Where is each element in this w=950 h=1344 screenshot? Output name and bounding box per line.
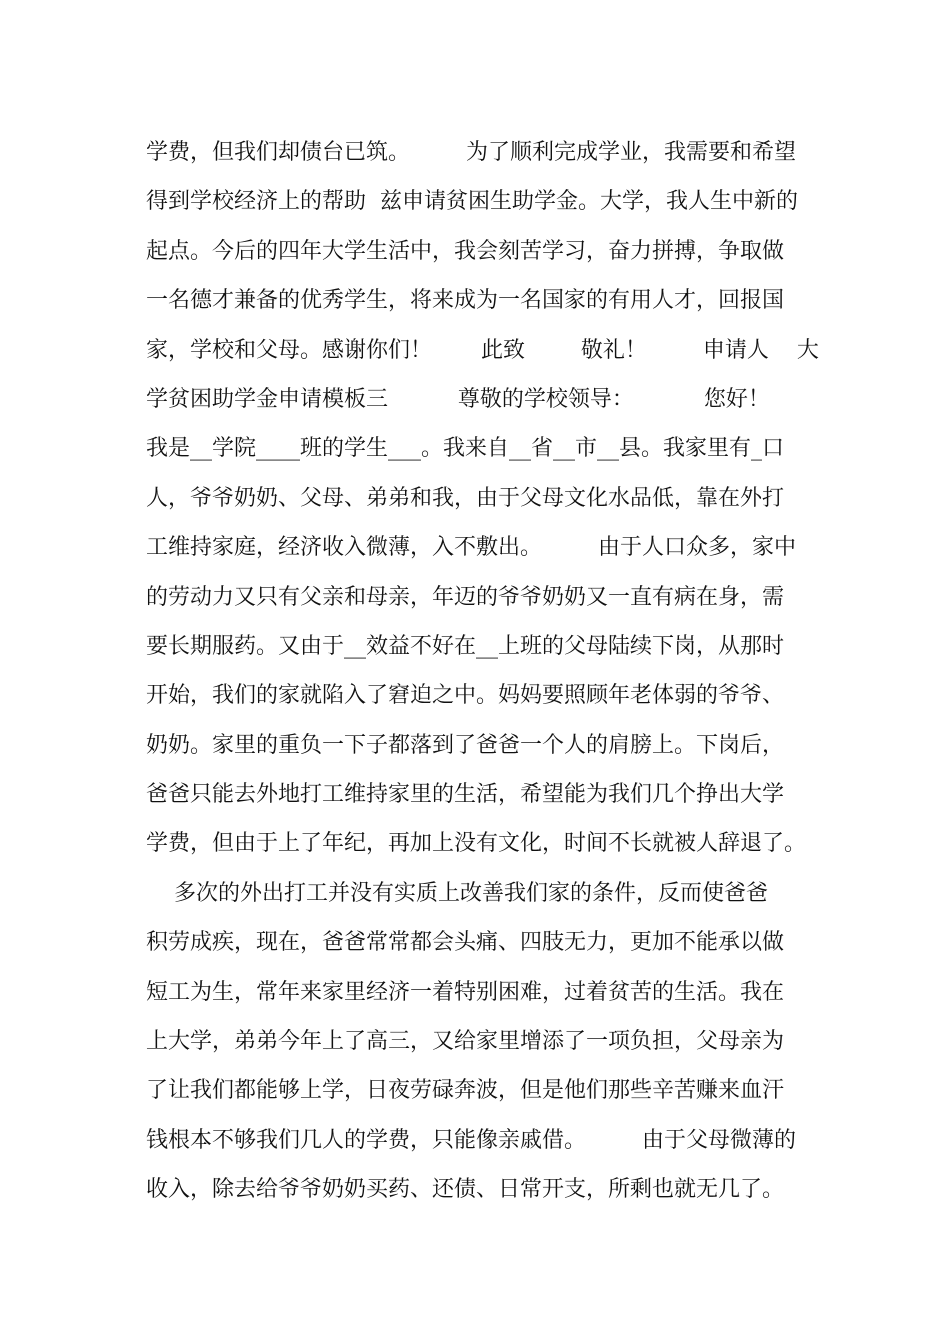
text-line: 我是__学院____班的学生___。我来自__省__市__县。我家里有_口 xyxy=(146,436,785,462)
body-text xyxy=(146,128,846,1215)
text-line: 开始，我们的家就陷入了窘迫之中。妈妈要照顾年老体弱的爷爷、 xyxy=(146,683,785,709)
text-line: 要长期服药。又由于__效益不好在__上班的父母陆续下岗，从那时 xyxy=(146,633,785,659)
text-line: 短工为生，常年来家里经济一着特别困难，过着贫苦的生活。我在 xyxy=(146,979,785,1005)
text-line: 多次的外出打工并没有实质上改善我们家的条件，反而使爸爸 xyxy=(146,880,768,906)
text-line: 得到学校经济上的帮助 兹申请贫困生助学金。大学，我人生中新的 xyxy=(146,189,798,215)
text-line: 学贫困助学金申请模板三 尊敬的学校领导： 您好！ xyxy=(146,386,770,412)
text-line: 奶奶。家里的重负一下子都落到了爸爸一个人的肩膀上。下岗后， xyxy=(146,732,785,758)
text-line: 学费，但由于上了年纪，再加上没有文化，时间不长就被人辞退了。 xyxy=(146,831,807,857)
text-line: 一名德才兼备的优秀学生，将来成为一名国家的有用人才，回报国 xyxy=(146,288,785,314)
text-line: 工维持家庭，经济收入微薄，入不敷出。 由于人口众多，家中 xyxy=(146,535,796,561)
text-line: 人，爷爷奶奶、父母、弟弟和我，由于父母文化水品低，靠在外打 xyxy=(146,485,785,511)
text-line: 上大学，弟弟今年上了高三，又给家里增添了一项负担，父母亲为 xyxy=(146,1029,785,1055)
text-line: 积劳成疾，现在，爸爸常常都会头痛、四肢无力，更加不能承以做 xyxy=(146,930,785,956)
text-line: 收入，除去给爷爷奶奶买药、还债、日常开支，所剩也就无几了。 xyxy=(146,1177,785,1203)
text-line: 了让我们都能够上学，日夜劳碌奔波，但是他们那些辛苦赚来血汗 xyxy=(146,1078,785,1104)
text-line: 的劳动力又只有父亲和母亲，年迈的爷爷奶奶又一直有病在身，需 xyxy=(146,584,785,610)
text-line: 家，学校和父母。感谢你们！ 此致 敬礼！ 申请人 大 xyxy=(146,337,819,363)
text-line: 爸爸只能去外地打工维持家里的生活，希望能为我们几个挣出大学 xyxy=(146,782,785,808)
text-line: 学费，但我们却债台已筑。 为了顺利完成学业，我需要和希望 xyxy=(146,140,796,165)
text-line: 起点。今后的四年大学生活中，我会刻苦学习，奋力拼搏，争取做 xyxy=(146,238,785,264)
text-line: 钱根本不够我们几人的学费，只能像亲戚借。 由于父母微薄的 xyxy=(146,1127,796,1153)
